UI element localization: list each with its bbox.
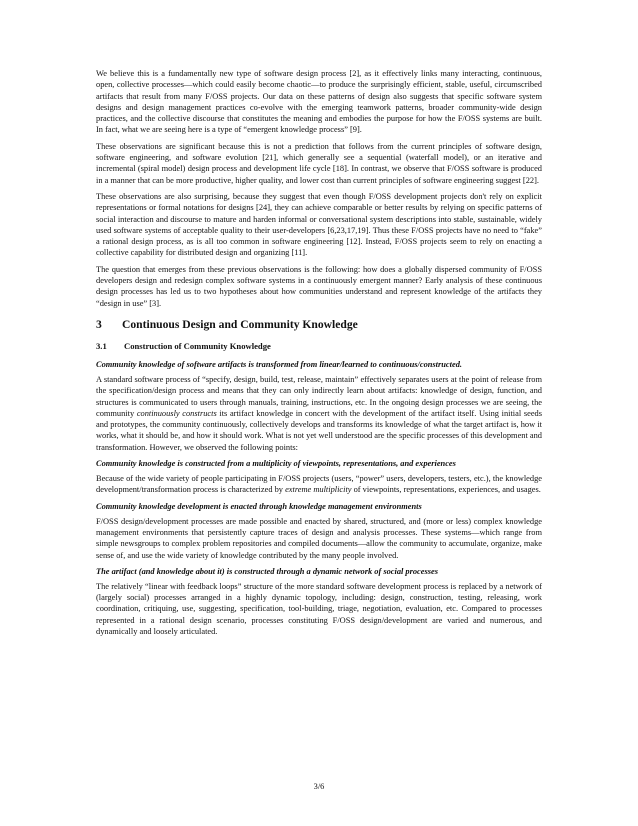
intro-paragraph-4: The question that emerges from these previous observations is the following: how does a globally dispersed community of F/OSS developers design and redesign complex software systems in a continuously emergent manner? Early analysis of these continuous design processes has led us to two hypotheses about how communities understand and represent knowledge of the artifacts they “design in use” [3]. bbox=[96, 264, 542, 308]
subsection-title: Construction of Community Knowledge bbox=[124, 340, 271, 351]
intro-paragraph-2: These observations are significant because this is not a prediction that follows from the current principles of software design, software engineering, and software evolution [21], which generally see a sequential (waterfall model), or an iterative and incremental (spiral model) design process and development life cycle [18]. In contrast, we observe that F/OSS software is produced in a manner that can be more productive, higher quality, and lower cost than current principles of software engineering suggest [22]. bbox=[96, 141, 542, 185]
block-paragraph-4: The relatively “linear with feedback loops” structure of the more standard software development process is replaced by a network of (largely social) processes arranged in a highly dynamic topology, including: design, construction, testing, releasing, work coordination, critiquing, use, suggesting, specification, tool-building, triage, negotiation, evaluation, etc. Compared to processes represented in a rational design scenario, processes constituting F/OSS design/development are varied and numerous, and dynamically and loosely articulated. bbox=[96, 581, 542, 636]
section-title: Continuous Design and Community Knowledge bbox=[122, 317, 358, 331]
block-heading-2: Community knowledge is constructed from a multiplicity of viewpoints, representations, and experiences bbox=[96, 459, 456, 469]
subsection-number: 3.1 bbox=[96, 340, 107, 351]
section-number: 3 bbox=[96, 317, 102, 331]
intro-paragraph-3: These observations are also surprising, because they suggest that even though F/OSS development projects don't rely on explicit representations or formal notations for designs [24], they can achieve comparable or better results by relying on specific patterns of social interaction and discourse to mature and harden informal or conversational system descriptions into stable, sustainable, widely used software systems of acceptable quality to their user-developers [6,23,17,19]. Thus these F/OSS projects have no need to “fake” a rational design process, as is all too common in software engineering [12]. Instead, F/OSS projects seem to rely on enacting a collective capability for distributed design and organizing [11]. bbox=[96, 191, 542, 258]
block-heading-1: Community knowledge of software artifacts is transformed from linear/learned to continuous/constructed. bbox=[96, 359, 462, 369]
section-heading bbox=[96, 318, 542, 332]
block-emphasis-1: continuously constructs bbox=[136, 408, 217, 418]
block-text-2b: of viewpoints, representations, experiences, and usages. bbox=[351, 485, 541, 495]
block-paragraph-1 bbox=[96, 374, 542, 453]
block-heading-4: The artifact (and knowledge about it) is constructed through a dynamic network of social processes bbox=[96, 566, 438, 576]
block-emphasis-2: extreme multiplicity bbox=[285, 485, 352, 495]
block-text-1b: its artifact knowledge in concert with the development of the artifact itself. Using initial seeds and prototypes, the community continuously, collectively develops and transforms its knowledge of what the target artifact is, how it works, what it should be, and how it should work. What is not yet well understood are the specific processes of this development and transformation. However, we observed the following points: bbox=[96, 408, 542, 452]
block-text-1a: A standard software process of “specify, design, build, test, release, maintain” effectively separates users at the point of release from the specification/design process and means that they can only indirectly learn about artifacts: knowledge of design, function, and structures is communicated to users through manuals, training, instructions, etc. In the ongoing design processes we are seeing, the community bbox=[96, 374, 542, 418]
subsection-heading bbox=[96, 341, 542, 352]
page-number: 3/6 bbox=[313, 782, 325, 791]
block-paragraph-3: F/OSS design/development processes are made possible and enacted by shared, structured, and (more or less) complex knowledge management environments that persistently capture traces of design and analysis processes. These systems—which range from simple newsgroups to complex problem repositories and compiled documents—allow the community to accumulate, organize, make sense of, and use the wide variety of knowledge contributed by the many people involved. bbox=[96, 516, 542, 560]
block-heading-3: Community knowledge development is enacted through knowledge management environments bbox=[96, 501, 422, 511]
intro-paragraph-1: We believe this is a fundamentally new type of software design process [2], as it effectively links many interacting, continuous, open, collective processes—which could easily become chaotic—to produce the surprisingly efficient, stable, useful, circumscribed artifacts that result from many F/OSS projects. Our data on these patterns of design also suggests that specific software system designs and design management practices co-evolve with the emerging teamwork patterns, broader community-wide design practices, and the collective discourse that constitutes the meaning and embodies the purpose for how the F/OSS systems are built. In fact, what we are seeing here is a type of “emergent knowledge process” [9]. bbox=[96, 69, 542, 135]
block-paragraph-2 bbox=[96, 473, 542, 496]
block-text-2a: Because of the wide variety of people participating in F/OSS projects (users, “power” users, developers, testers, etc.), the knowledge development/transformation process is characterized by bbox=[96, 474, 542, 495]
